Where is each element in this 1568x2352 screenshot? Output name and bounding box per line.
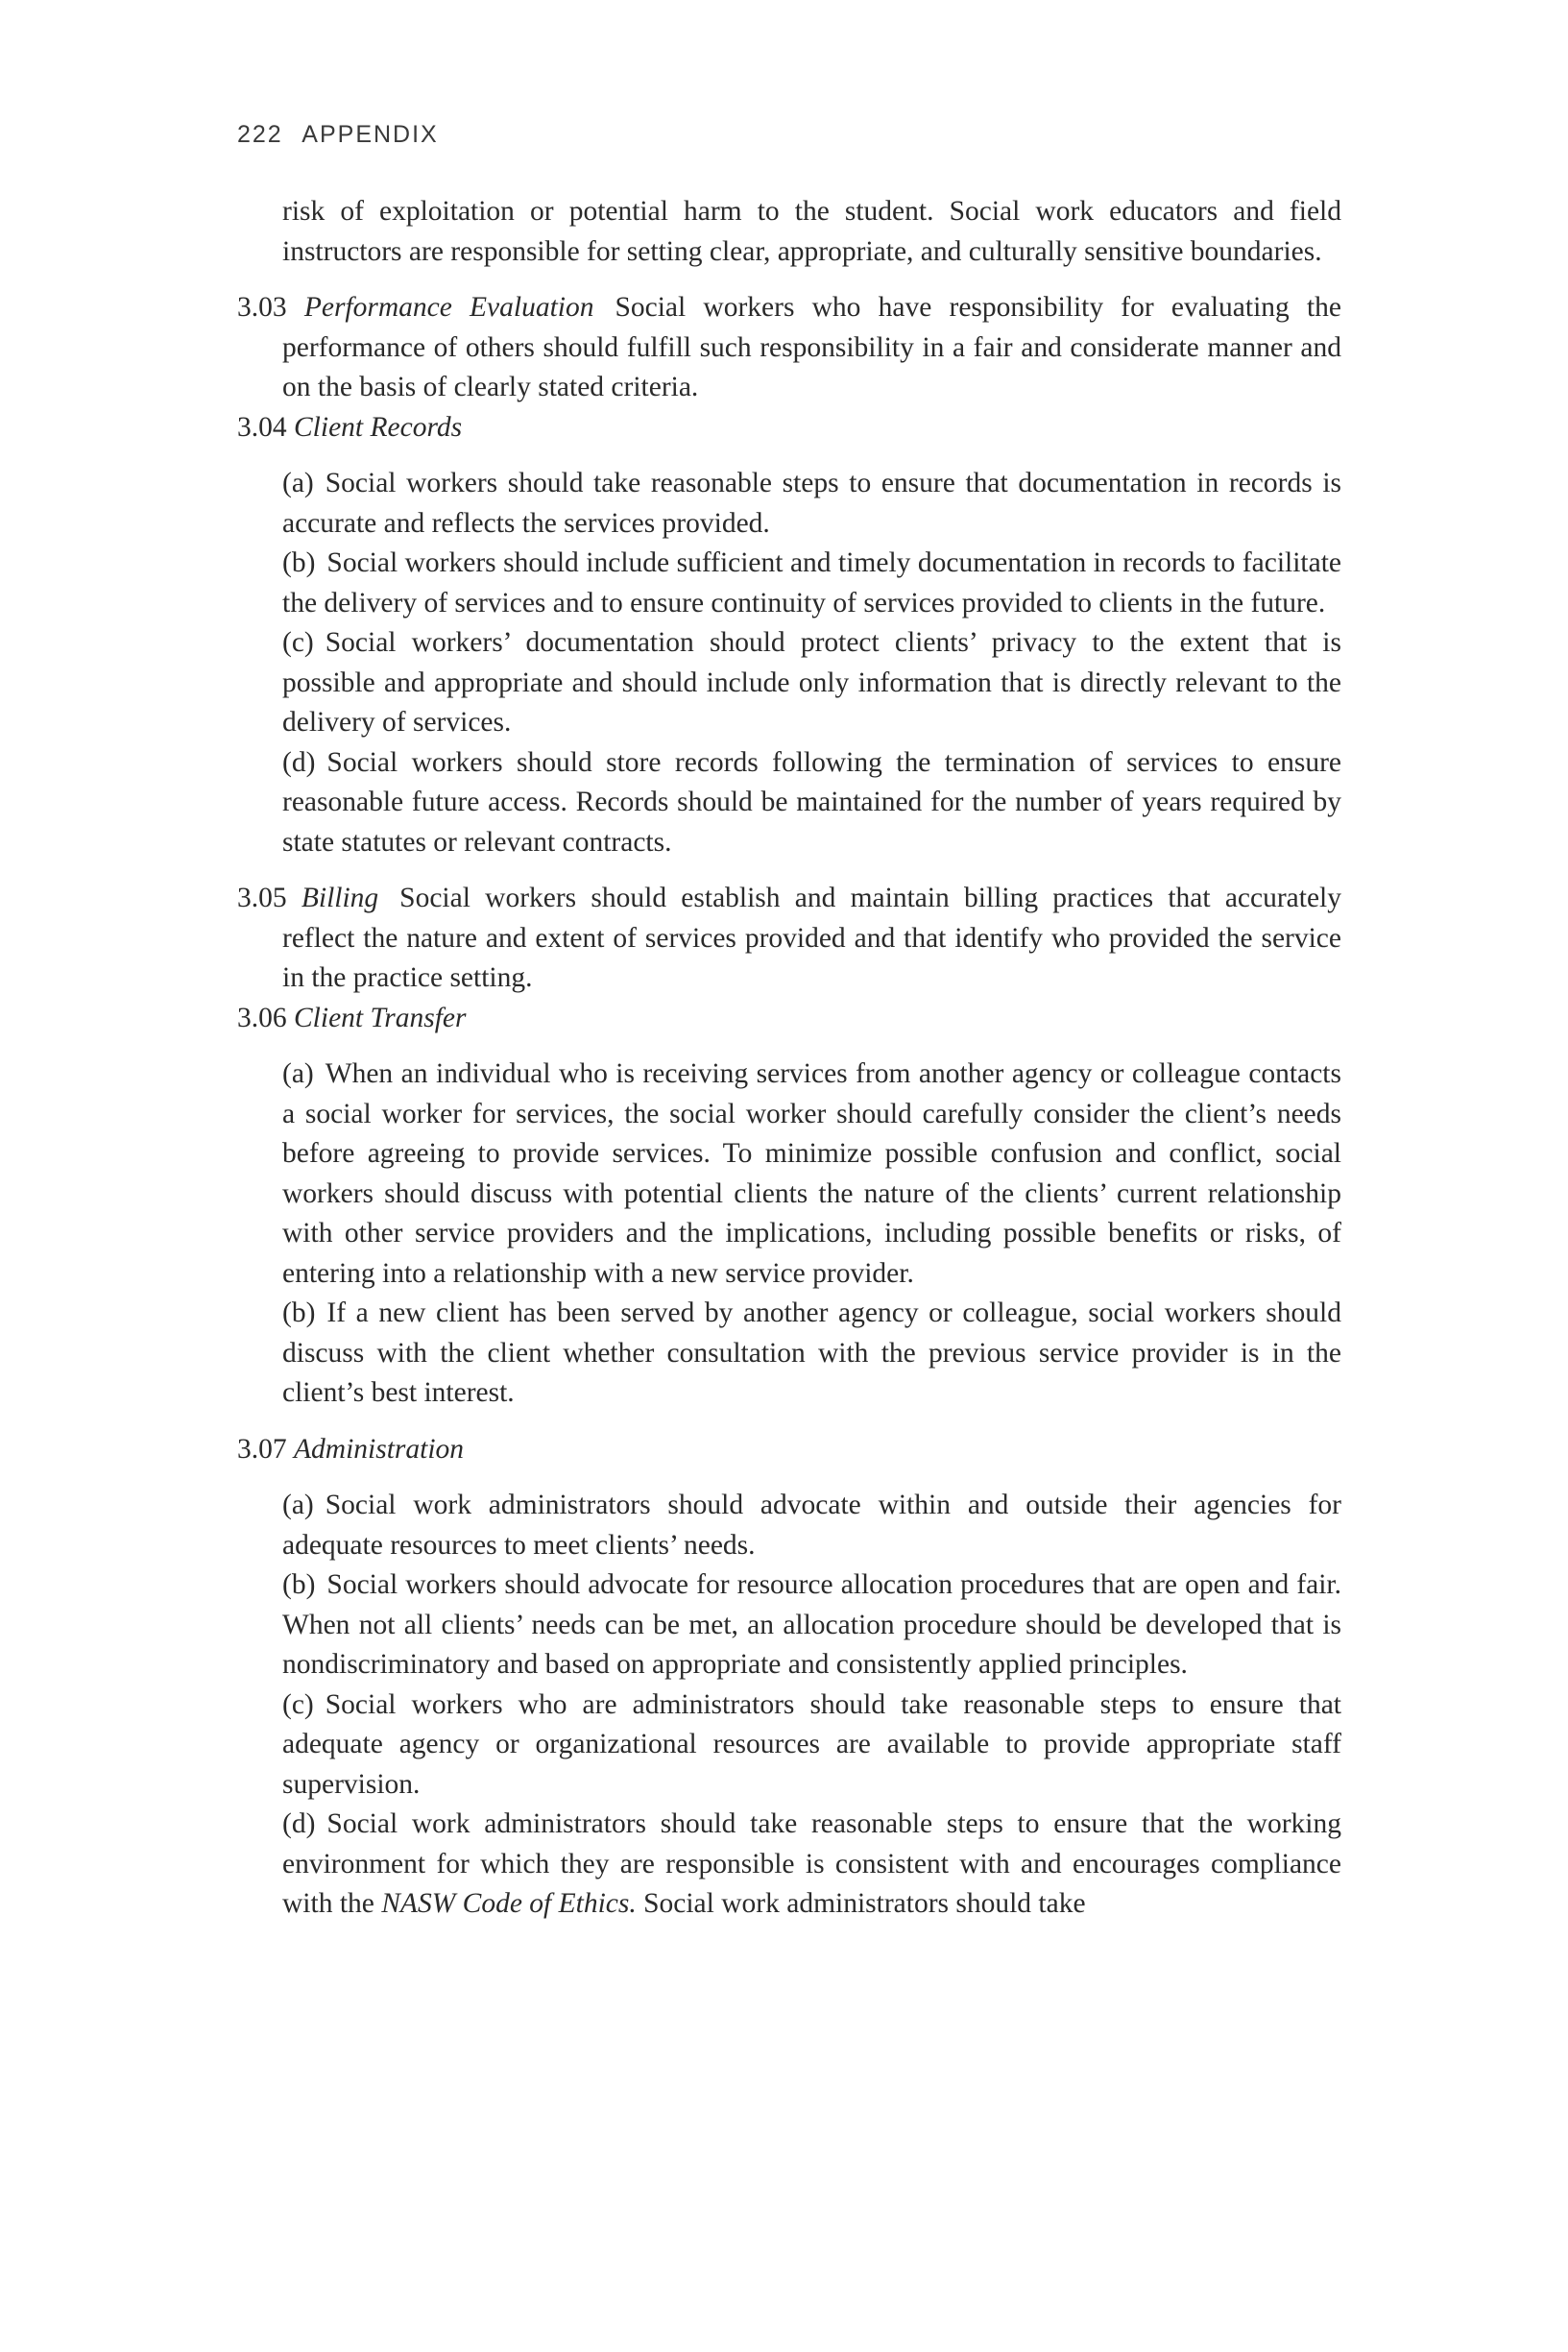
- section-number: 3.05: [237, 883, 287, 913]
- section-text: Social workers who have responsibility for evaluating the performance of others should fulfill such responsibility in a fair and considerate manner and on the basis of clearly stated criteria.: [282, 292, 1341, 402]
- section-3-03: [237, 288, 1341, 408]
- section-title: Administration: [294, 1433, 465, 1465]
- running-head: [237, 121, 439, 149]
- section-3-04-items: [237, 464, 1341, 862]
- list-item: (a) Social workers should take reasonable steps to ensure that documentation in records is accurate and reflects the services provided.: [282, 468, 1341, 539]
- list-item: (b) If a new client has been served by another agency or colleague, social workers should discuss with the client whether consultation with the previous service provider is in the client’s best interest.: [282, 1297, 1341, 1408]
- section-title: Client Records: [294, 411, 463, 443]
- section-name: APPENDIX: [302, 121, 439, 148]
- list-item: (d) Social work administrators should take reasonable steps to ensure that the working environment for which they are responsible is consistent with and encourages compliance with the NASW Code of Ethics. Social work administrators should take: [282, 1808, 1341, 1919]
- section-number: 3.04: [237, 411, 287, 443]
- section-number: 3.06: [237, 1002, 287, 1033]
- section-text: Social workers should establish and maintain billing practices that accurately reflect the nature and extent of services provided and that identify who provided the service in the practice setting.: [282, 883, 1341, 993]
- section-title: Billing: [301, 883, 379, 913]
- page-number: 222: [237, 121, 283, 148]
- section-number: 3.07: [237, 1433, 287, 1465]
- section-number: 3.03: [237, 292, 287, 323]
- section-3-04-heading: [237, 408, 1341, 449]
- list-item: (b) Social workers should include sufficient and timely documentation in records to facilitate the delivery of services and to ensure continuity of services provided to clients in the future.: [282, 547, 1341, 618]
- section-title: Performance Evaluation: [303, 292, 594, 323]
- section-3-07-items: [237, 1486, 1341, 1925]
- section-3-07-heading: [237, 1430, 1341, 1470]
- code-of-ethics-title: NASW Code of Ethics.: [381, 1888, 637, 1919]
- section-3-06-items: [237, 1055, 1341, 1414]
- list-item: (c) Social workers who are administrators should take reasonable steps to ensure that adequate agency or organizational resources are available to provide appropriate staff supervision.: [282, 1688, 1341, 1800]
- list-item: (b) Social workers should advocate for resource allocation procedures that are open and fair. When not all clients’ needs can be met, an allocation procedure should be developed that is nondiscriminatory and based on appropriate and consistently applied principles.: [282, 1569, 1341, 1680]
- continuation-paragraph: risk of exploitation or potential harm to the student. Social work educators and field instructors are responsible for setting clear, appropriate, and culturally sensitive boundaries.: [282, 196, 1341, 267]
- section-3-05: [237, 879, 1341, 999]
- list-item: (c) Social workers’ documentation should protect clients’ privacy to the extent that is possible and appropriate and should include only information that is directly relevant to the delivery of services.: [282, 627, 1341, 738]
- section-3-06-heading: [237, 999, 1341, 1039]
- list-item: (d) Social workers should store records following the termination of services to ensure reasonable future access. Records should be maintained for the number of years required by state statutes or relevant contracts.: [282, 746, 1341, 858]
- list-item: (a) Social work administrators should advocate within and outside their agencies for adequate resources to meet clients’ needs.: [282, 1490, 1341, 1561]
- section-title: Client Transfer: [294, 1002, 467, 1033]
- list-item: (a) When an individual who is receiving services from another agency or colleague contacts a social worker for services, the social worker should carefully consider the client’s needs before agreeing to provide services. To minimize possible confusion and conflict, social workers should discuss with potential clients the nature of the clients’ current relationship with other service providers and the implications, including possible benefits or risks, of entering into a relationship with a new service provider.: [282, 1058, 1341, 1289]
- page-body: [237, 192, 1341, 1925]
